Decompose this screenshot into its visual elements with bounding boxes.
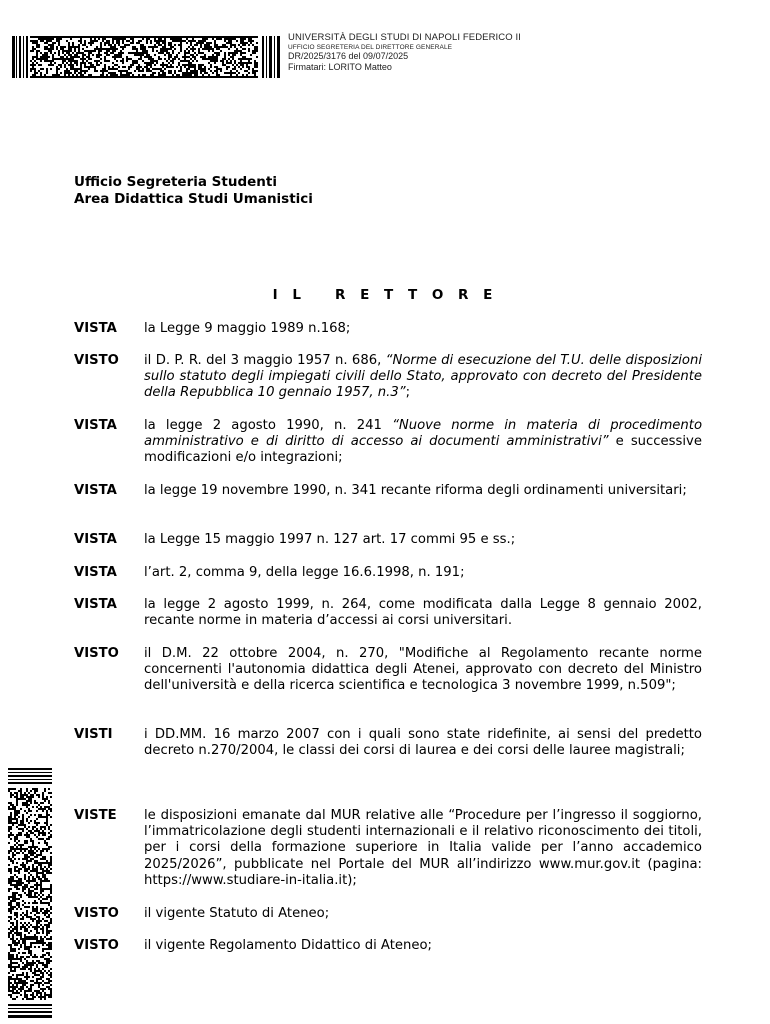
entry-text: il vigente Statuto di Ateneo; [144,906,330,921]
entry-keyword: VISTA [74,418,117,433]
entry [74,532,702,548]
entry-text: i DD.MM. 16 marzo 2007 con i quali sono state ridefinite, ai sensi del predetto decreto n.270/2004, le classi dei corsi di laurea e dei corsi delle lauree magistrali; [144,727,702,759]
entry [74,353,702,402]
entry-keyword: VISTE [74,808,117,823]
entry [74,597,702,629]
stamp-university: UNIVERSITÀ DEGLI STUDI DI NAPOLI FEDERICO II [288,32,521,43]
entry-text: la Legge 9 maggio 1989 n.168; [144,321,351,336]
entry-keyword: VISTO [74,353,119,368]
stamp-office: UFFICIO SEGRETERIA DEL DIRETTORE GENERALE [288,43,453,51]
entry-keyword: VISTA [74,597,117,612]
entry-text: la legge 19 novembre 1990, n. 341 recante riforma degli ordinamenti universitari; [144,483,687,498]
office-block [74,174,313,208]
entry [74,938,702,954]
entry [74,321,702,337]
entry-text: la legge 2 agosto 1990, n. 241 “Nuove norme in materia di procedimento amministrativo e di diritto di accesso ai documenti amministrativi” e successive modificazioni e/o integrazioni; [144,418,703,466]
entry-keyword: VISTA [74,483,117,498]
barcode-side [8,768,52,1018]
entry [74,906,702,922]
entry [74,565,702,581]
office-line-1: Ufficio Segreteria Studenti [74,174,277,190]
stamp-protocol: DR/2025/3176 del 09/07/2025 [288,51,409,62]
entry-text: il D.M. 22 ottobre 2004, n. 270, "Modifiche al Regolamento recante norme concernenti l'autonomia didattica degli Atenei, approvato con decreto del Ministro dell'università e della ricerca scientifica e tecnologica 3 novembre 1999, n.509"; [144,646,702,694]
document-heading: I L R E T T O R E [272,287,498,303]
entry-text: l’art. 2, comma 9, della legge 16.6.1998, n. 191; [144,565,465,580]
entry-keyword: VISTO [74,938,119,953]
entry-keyword: VISTI [74,727,113,742]
entry [74,418,702,467]
office-line-2: Area Didattica Studi Umanistici [74,191,313,207]
entry [74,646,702,695]
entry [74,483,702,499]
entry-keyword: VISTA [74,565,117,580]
entry-text: le disposizioni emanate dal MUR relative alle “Procedure per l’ingresso il soggiorno, l’immatricolazione degli studenti internazionali e il relativo riconoscimento dei titoli, per i corsi della formazione superiore in Italia valide per l’anno accademico 2025/2026”, pubblicate nel Portale del MUR all’indirizzo www.mur.gov.it (pagina: https://www.studiare-in-italia.it); [144,808,702,888]
entry-keyword: VISTO [74,646,119,661]
barcode-top [12,36,280,78]
entry-text: il D. P. R. del 3 maggio 1957 n. 686, “Norme di esecuzione del T.U. delle disposizioni sullo statuto degli impiegati civili dello Stato, approvato con decreto del Presidente della Repubblica 10 gennaio 1957, n.3”; [144,353,702,401]
stamp-signers: Firmatari: LORITO Matteo [288,61,392,72]
entry [74,727,702,759]
entry-keyword: VISTA [74,532,117,547]
entry-text: la legge 2 agosto 1999, n. 264, come modificata dalla Legge 8 gennaio 2002, recante norme in materia d’accessi ai corsi universitari. [144,597,702,629]
entry-keyword: VISTA [74,321,117,336]
entry-text: il vigente Regolamento Didattico di Ateneo; [144,938,432,953]
entry-text: la Legge 15 maggio 1997 n. 127 art. 17 commi 95 e ss.; [144,532,516,547]
entry-keyword: VISTO [74,906,119,921]
entry [74,808,702,889]
signature-stamp [288,33,521,72]
